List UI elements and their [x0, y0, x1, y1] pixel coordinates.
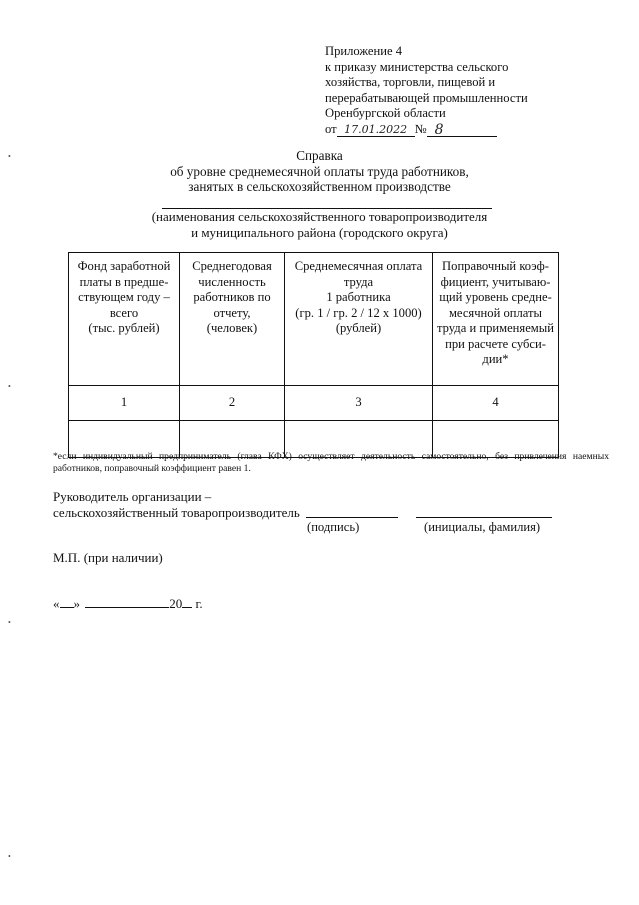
number-prefix: № — [414, 121, 427, 136]
header-text: дии* — [482, 352, 509, 366]
header-text: Фонд заработной — [77, 259, 171, 273]
signature-caption: (подпись) — [307, 520, 360, 534]
column-number: 4 — [433, 386, 559, 421]
header-text: отчету, — [213, 305, 251, 320]
stamp-label: М.П. (при наличии) — [53, 550, 163, 565]
year-suffix: г. — [195, 596, 203, 611]
document-title — [0, 148, 639, 195]
date-line — [53, 596, 203, 611]
date-close-quote: » — [73, 596, 80, 611]
order-date-handwritten: 17.01.2022 — [337, 124, 415, 137]
header-text: (гр. 1 / гр. 2 / 12 х 1000) — [295, 305, 422, 320]
header-text: 1 работника — [326, 290, 391, 304]
header-text: Среднемесячная оплата — [294, 259, 423, 273]
scan-speck: • — [8, 618, 11, 627]
header-text: труда — [343, 274, 374, 289]
header-text: Среднегодовая — [192, 259, 272, 273]
scan-speck: • — [8, 852, 11, 861]
header-text: (тыс. рублей) — [88, 321, 160, 335]
header-cell-wage-fund — [69, 253, 180, 386]
year-prefix: 20 — [169, 596, 183, 611]
header-text: работников по — [193, 290, 271, 304]
org-caption-line: (наименования сельскохозяйственного товаропроизводителя — [151, 209, 488, 224]
order-number-handwritten: 8 — [427, 124, 497, 137]
header-text: труда и применяемый — [437, 321, 554, 335]
header-text: месячной оплаты — [448, 305, 543, 320]
column-number: 3 — [285, 386, 433, 421]
header-cell-headcount — [180, 253, 285, 386]
order-date-line — [325, 122, 625, 138]
header-text: при расчете субси- — [445, 336, 546, 351]
appendix-line: Приложение 4 — [325, 44, 403, 58]
header-text: фициент, учитываю- — [440, 274, 551, 289]
appendix-line: хозяйства, торговли, пищевой и — [325, 75, 496, 89]
header-text: численность — [198, 274, 266, 289]
name-caption: (инициалы, фамилия) — [424, 520, 541, 534]
signature-role-line1: Руководитель организации – — [53, 489, 212, 504]
header-text: (рублей) — [335, 321, 382, 335]
appendix-line: к приказу министерства сельского — [325, 59, 509, 74]
header-cell-avg-salary — [285, 253, 433, 386]
year-blank — [182, 607, 192, 608]
header-cell-coefficient — [433, 253, 559, 386]
day-blank — [60, 607, 74, 608]
scan-speck: • — [8, 152, 11, 161]
scan-speck: • — [8, 382, 11, 391]
signature-line — [306, 517, 398, 518]
header-text: всего — [109, 305, 139, 320]
org-caption-line: и муниципального района (городского округа) — [191, 224, 448, 240]
title-line: Справка — [296, 148, 343, 163]
title-line: об уровне среднемесячной оплаты труда работников, — [170, 163, 469, 179]
column-number: 2 — [180, 386, 285, 421]
header-text: ствующем году – — [78, 290, 170, 304]
table-number-row — [69, 386, 559, 421]
date-open-quote: « — [53, 596, 60, 611]
title-line: занятых в сельскохозяйственном производстве — [188, 179, 451, 194]
appendix-block — [325, 44, 625, 137]
appendix-line: Оренбургской области — [325, 106, 446, 120]
signature-role-line2: сельскохозяйственный товаропроизводитель — [53, 505, 300, 520]
salary-table — [68, 252, 559, 458]
footnote: *если индивидуальный предприниматель (глава КФХ) осуществляет деятельность самостоятельно, без привлечения наемных работников, поправочный коэффициент равен 1. — [53, 451, 609, 474]
header-text: Поправочный коэф- — [442, 259, 549, 273]
column-number: 1 — [69, 386, 180, 421]
name-line — [416, 517, 552, 518]
date-prefix: от — [325, 121, 337, 136]
header-text: (человек) — [206, 321, 258, 335]
header-text: щий уровень средне- — [439, 290, 552, 304]
month-blank — [85, 607, 169, 608]
appendix-line: перерабатывающей промышленности — [325, 90, 528, 105]
table-header-row — [69, 253, 559, 386]
organization-caption — [0, 209, 639, 240]
header-text: платы в предше- — [79, 274, 169, 289]
